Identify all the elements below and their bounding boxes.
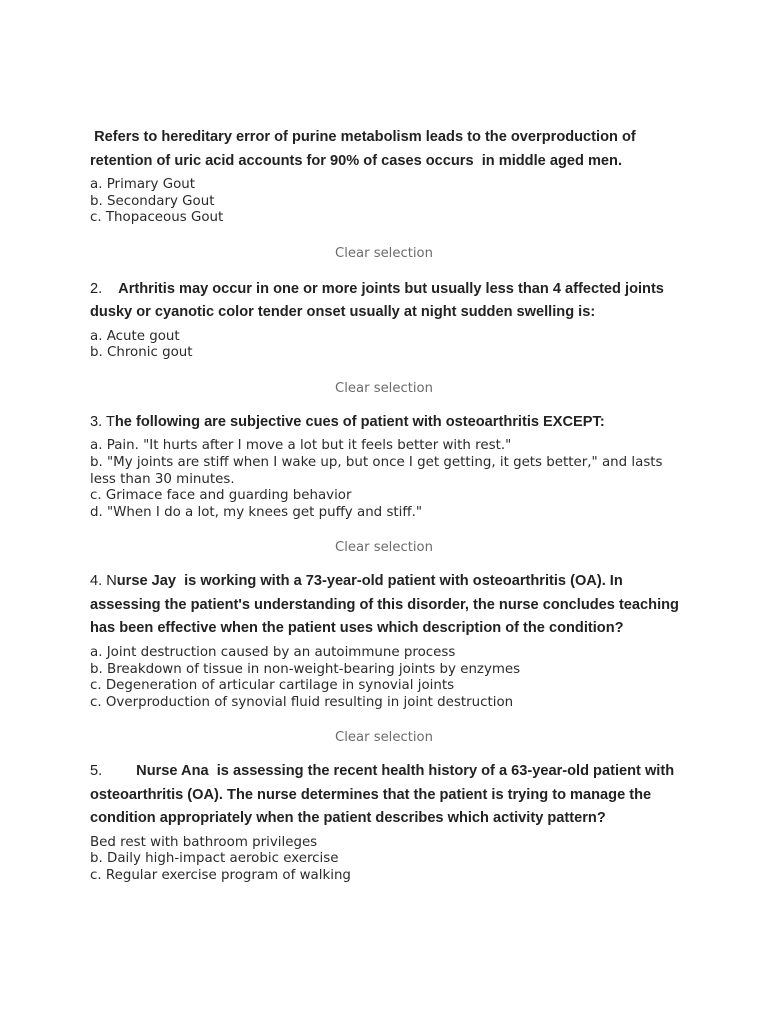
clear-selection-button[interactable]: Clear selection	[335, 730, 433, 746]
question-2-option-b[interactable]: b. Chronic gout	[90, 345, 193, 361]
question-3-option-b[interactable]: b. "My joints are stiff when I wake up, but once I get getting, it gets better," and lasts less than 30 minutes.	[90, 455, 663, 487]
question-1	[90, 126, 690, 261]
question-4-option-a[interactable]: a. Joint destruction caused by an autoimmune process	[90, 644, 456, 660]
clear-selection-button[interactable]: Clear selection	[335, 380, 433, 396]
question-3-option-c[interactable]: c. Grimace face and guarding behavior	[90, 488, 352, 504]
question-2-options	[90, 329, 690, 362]
question-3-title	[90, 411, 690, 435]
question-4-option-b[interactable]: b. Breakdown of tissue in non-weight-bearing joints by enzymes	[90, 661, 521, 677]
question-3-text: he following are subjective cues of patient with osteoarthritis EXCEPT:	[114, 413, 605, 430]
question-4-option-c[interactable]: c. Degeneration of articular cartilage in synovial joints	[90, 678, 455, 694]
question-3-options	[90, 438, 690, 521]
question-2-title	[90, 278, 690, 325]
question-5-text: Nurse Ana is assessing the recent health history of a 63-year-old patient with osteoarthritis (OA). The nurse determines that the patient is trying to manage the condition appropriately when the patient describes which activity pattern?	[90, 763, 679, 827]
question-1-option-b[interactable]: b. Secondary Gout	[90, 193, 215, 209]
question-1-text: Refers to hereditary error of purine metabolism leads to the overproduction of retention of uric acid accounts for 90% of cases occurs in middle aged men.	[90, 129, 640, 169]
question-4-options	[90, 645, 690, 711]
question-1-options	[90, 177, 690, 227]
question-5-number: 5.	[90, 763, 103, 780]
question-2-number: 2.	[90, 280, 103, 297]
question-5	[90, 760, 690, 884]
question-5-option-c[interactable]: c. Regular exercise program of walking	[90, 868, 351, 883]
question-4-option-d[interactable]: c. Overproduction of synovial fluid resulting in joint destruction	[90, 694, 514, 710]
question-3-option-a[interactable]: a. Pain. "It hurts after I move a lot but it feels better with rest."	[90, 438, 512, 454]
question-1-option-a[interactable]: a. Primary Gout	[90, 177, 196, 192]
question-2	[90, 278, 690, 396]
clear-selection-button[interactable]: Clear selection	[335, 245, 433, 261]
question-5-option-b[interactable]: b. Daily high-impact aerobic exercise	[90, 851, 339, 867]
question-5-title	[90, 760, 690, 831]
question-1-title	[90, 126, 690, 173]
question-4-text: urse Jay is working with a 73-year-old patient with osteoarthritis (OA). In assessing the patient's understanding of this disorder, the nurse concludes teaching has been effective when the patient uses which description of the condition?	[90, 573, 684, 637]
question-2-text: Arthritis may occur in one or more joints but usually less than 4 affected joints dusky or cyanotic color tender onset usually at night sudden swelling is:	[90, 280, 664, 321]
question-3-option-d[interactable]: d. "When I do a lot, my knees get puffy and stiff."	[90, 504, 423, 520]
question-4	[90, 570, 690, 745]
question-2-option-a[interactable]: a. Acute gout	[90, 328, 180, 344]
question-3-number: 3. T	[90, 413, 115, 430]
quiz-page	[90, 126, 690, 885]
question-5-option-a[interactable]: Bed rest with bathroom privileges	[90, 834, 318, 850]
question-1-option-c[interactable]: c. Thopaceous Gout	[90, 210, 224, 226]
question-4-number: 4. N	[90, 573, 117, 590]
clear-selection-button[interactable]: Clear selection	[335, 540, 433, 556]
question-4-title	[90, 570, 690, 641]
question-5-options	[90, 835, 690, 885]
question-3	[90, 411, 690, 555]
